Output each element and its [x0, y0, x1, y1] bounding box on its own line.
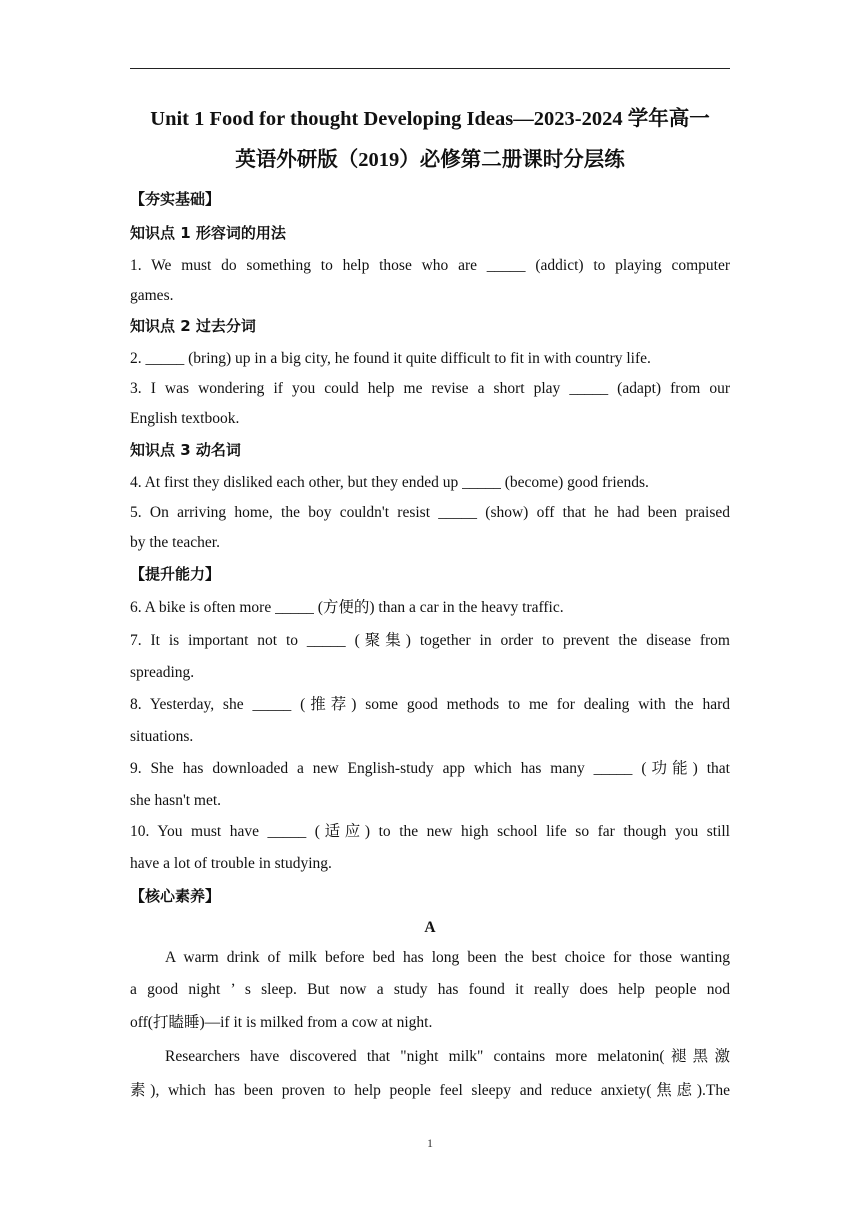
knowledge-point-3: 知识点 3 动名词: [130, 441, 241, 459]
passage-label: A: [424, 919, 436, 936]
passage-paragraph-2-line-1: Researchers have discovered that "night milk" contains more melatonin(褪黑激: [165, 1048, 730, 1065]
knowledge-point-2: 知识点 2 过去分词: [130, 317, 256, 335]
question-9-line-1: 9. She has downloaded a new English-study app which has many _____ (功能) that: [130, 760, 730, 777]
top-rule: [130, 68, 730, 69]
question-7-line-1: 7. It is important not to _____ (聚集) together in order to prevent the disease from: [130, 632, 730, 649]
question-3-line-2: English textbook.: [130, 410, 240, 427]
question-2: 2. _____ (bring) up in a big city, he found it quite difficult to fit in with country life.: [130, 350, 651, 367]
question-10-line-1: 10. You must have _____ (适应) to the new high school life so far though you still: [130, 823, 730, 840]
question-5-line-1: 5. On arriving home, the boy couldn't resist _____ (show) off that he had been praised: [130, 504, 730, 521]
page-title-line-1: Unit 1 Food for thought Developing Ideas—2023-2024 学年高一: [150, 108, 710, 130]
knowledge-point-1: 知识点 1 形容词的用法: [130, 224, 286, 242]
section-heading-basics: 【夯实基础】: [130, 190, 221, 208]
question-3-line-1: 3. I was wondering if you could help me revise a short play _____ (adapt) from our: [130, 380, 730, 397]
question-5-line-2: by the teacher.: [130, 534, 220, 551]
passage-paragraph-2-line-2: 素), which has been proven to help people feel sleepy and reduce anxiety(焦虑).The: [130, 1082, 730, 1099]
question-8-line-2: situations.: [130, 728, 194, 745]
question-6: 6. A bike is often more _____ (方便的) than a car in the heavy traffic.: [130, 599, 564, 616]
question-9-line-2: she hasn't met.: [130, 792, 222, 809]
question-7-line-2: spreading.: [130, 664, 195, 681]
question-10-line-2: have a lot of trouble in studying.: [130, 855, 332, 872]
page-title-line-2: 英语外研版（2019）必修第二册课时分层练: [235, 149, 625, 171]
passage-paragraph-1-line-3: off(打瞌睡)—if it is milked from a cow at night.: [130, 1014, 433, 1031]
question-1-line-1: 1. We must do something to help those who are _____ (addict) to playing computer: [130, 257, 730, 274]
passage-paragraph-1-line-1: A warm drink of milk before bed has long been the best choice for those wanting: [165, 949, 730, 966]
question-1-line-2: games.: [130, 287, 174, 304]
question-4: 4. At first they disliked each other, but they ended up _____ (become) good friends.: [130, 474, 649, 491]
passage-paragraph-1-line-2: a good night ’ s sleep. But now a study has found it really does help people nod: [130, 981, 730, 998]
question-8-line-1: 8. Yesterday, she _____ (推荐) some good methods to me for dealing with the hard: [130, 696, 730, 713]
page-number: 1: [427, 1136, 433, 1150]
section-heading-improve: 【提升能力】: [130, 565, 221, 583]
section-heading-core: 【核心素养】: [130, 887, 221, 905]
